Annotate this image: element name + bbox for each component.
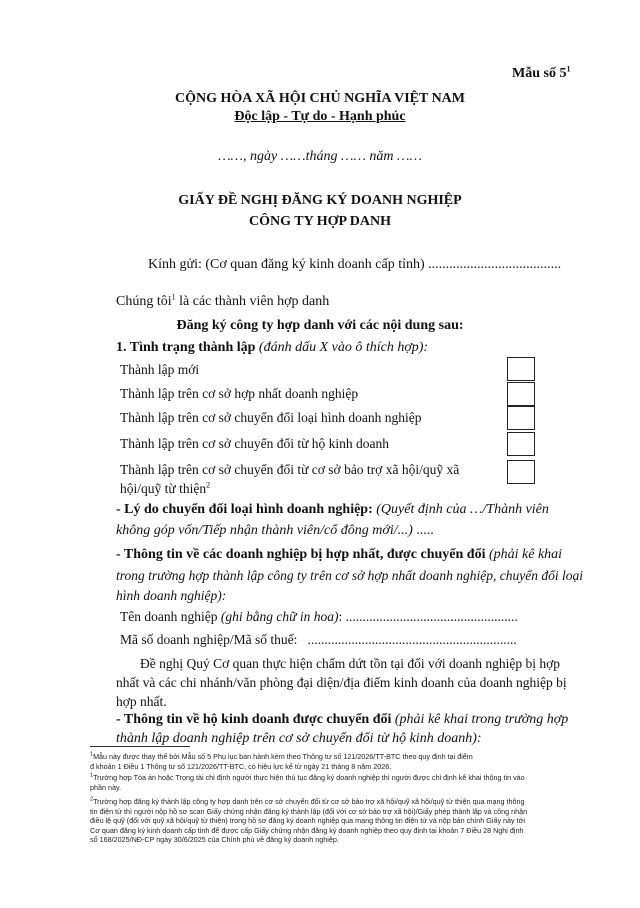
- document-subtitle: CÔNG TY HỢP DANH: [249, 214, 391, 229]
- merged-line2: trong trường hợp thành lập công ty trên cơ sở hợp nhất doanh nghiệp, chuyển đổi loại: [116, 568, 583, 583]
- request-heading: Đăng ký công ty hợp danh với các nội dung sau:: [176, 318, 464, 333]
- country-name: CỘNG HÒA XÃ HỘI CHỦ NGHĨA VIỆT NAM: [174, 91, 465, 106]
- national-motto: Độc lập - Tự do - Hạnh phúc: [234, 109, 406, 124]
- option-merge: Thành lập trên cơ sở hợp nhất doanh nghiệp: [120, 386, 359, 401]
- merged-line3: hình doanh nghiệp):: [116, 588, 227, 603]
- footnote-mark: 1: [566, 64, 571, 74]
- checkbox-convert-household[interactable]: [507, 432, 535, 456]
- checkbox-convert-social[interactable]: [507, 460, 535, 484]
- intro-line: Chúng tôi$^1$ là các thành viên hợp danh: [116, 292, 330, 309]
- footnote-3: $^2$Trường hợp đăng ký thành lập công ty hợp danh trên cơ sở chuyển đổi từ cơ sở bảo trợ xã hội/quỹ xã hội/quỹ từ thiện qua mạng thông tin điện tử thì người nộp hồ sơ scan Giấy chứng nhận đăng ký thành lập (đối với cơ sở bảo trợ xã hội)/Giấy phép thành lập và công nhận điều lệ quỹ (đối với quỹ xã hội/quỹ từ thiện) trong hồ sơ đăng ký doanh nghiệp qua mạng thông tin điện tử và nộp bản chính Giấy này tới Cơ quan đăng ký kinh doanh cấp tỉnh để được cấp Giấy chứng nhận đăng ký doanh nghiệp theo quy định tại khoản 7 Điều 28 Nghị định số 168/2025/NĐ-CP ngày 30/6/2025 của Chính phủ về đăng ký doanh nghiệp.: [90, 796, 528, 845]
- checkbox-convert-type[interactable]: [507, 406, 535, 430]
- section1-heading: 1. Tình trạng thành lập (đánh dấu X vào ô thích hợp):: [116, 340, 429, 355]
- footnote-divider: [90, 746, 190, 747]
- household-line1: - Thông tin về hộ kinh doanh được chuyển đổi (phải kê khai trong trường hợp: [116, 712, 569, 727]
- footnote-mark: 2: [206, 480, 211, 490]
- termination-request-line1: Đề nghị Quý Cơ quan thực hiện chấm dứt tồn tại đối với doanh nghiệp bị hợp: [140, 656, 560, 671]
- checkbox-new[interactable]: [507, 357, 535, 381]
- option-new: Thành lập mới: [120, 362, 200, 377]
- option-convert-type: Thành lập trên cơ sở chuyển đổi loại hình doanh nghiệp: [120, 410, 422, 425]
- document-title: GIẤY ĐỀ NGHỊ ĐĂNG KÝ DOANH NGHIỆP: [178, 193, 462, 208]
- recipient-line: Kính gửi: (Cơ quan đăng ký kinh doanh cấp tỉnh) ......................................: [148, 257, 562, 272]
- option-convert-household: Thành lập trên cơ sở chuyển đổi từ hộ kinh doanh: [120, 436, 390, 451]
- tax-code-field: Mã số doanh nghiệp/Mã số thuế: ..............................................................: [120, 632, 517, 647]
- reason-line1: - Lý do chuyển đổi loại hình doanh nghiệp: (Quyết định của …/Thành viên: [116, 502, 549, 517]
- option-convert-social-line2: hội/quỹ từ thiện$^2$: [120, 480, 211, 496]
- option-convert-social-line1: Thành lập trên cơ sở chuyển đổi từ cơ sở bảo trợ xã hội/quỹ xã: [120, 462, 460, 477]
- household-line2: thành lập doanh nghiệp trên cơ sở chuyển đổi từ hộ kinh doanh):: [116, 731, 482, 746]
- date-line: ……, ngày ……tháng …… năm ……: [218, 149, 422, 164]
- checkbox-merge[interactable]: [507, 382, 535, 406]
- company-name-field: Tên doanh nghiệp (ghi bằng chữ in hoa): ...................................................: [120, 609, 518, 624]
- merged-line1: - Thông tin về các doanh nghiệp bị hợp nhất, được chuyển đổi (phải kê khai: [116, 547, 563, 562]
- reason-line2: không góp vốn/Tiếp nhận thành viên/cổ đông mới/...) .....: [116, 523, 434, 538]
- termination-request-line3: hợp nhất.: [116, 694, 167, 709]
- footnote-2: $^1$Trường hợp Tòa án hoặc Trọng tài chỉ định người thực hiện thủ tục đăng ký doanh nghiệp thì người được chỉ định kê khai thông tin vào phần này.: [90, 772, 525, 792]
- form-number: Mẫu số $5^1$: [512, 64, 571, 81]
- footnote-1: $^1$Mẫu này được thay thế bởi Mẫu số 5 Phụ lục ban hành kèm theo Thông tư số 121/2026/TT-BTC theo quy định tại điểm đ khoản 1 Điều 1 Thông tư số 121/2026/TT-BTC, có hiệu lực kể từ ngày 21 tháng 8 năm 2026.: [90, 751, 473, 771]
- termination-request-line2: nhất và các chi nhánh/văn phòng đại diện/địa điểm kinh doanh của doanh nghiệp bị: [116, 675, 567, 690]
- footnote-mark: 1: [171, 292, 176, 302]
